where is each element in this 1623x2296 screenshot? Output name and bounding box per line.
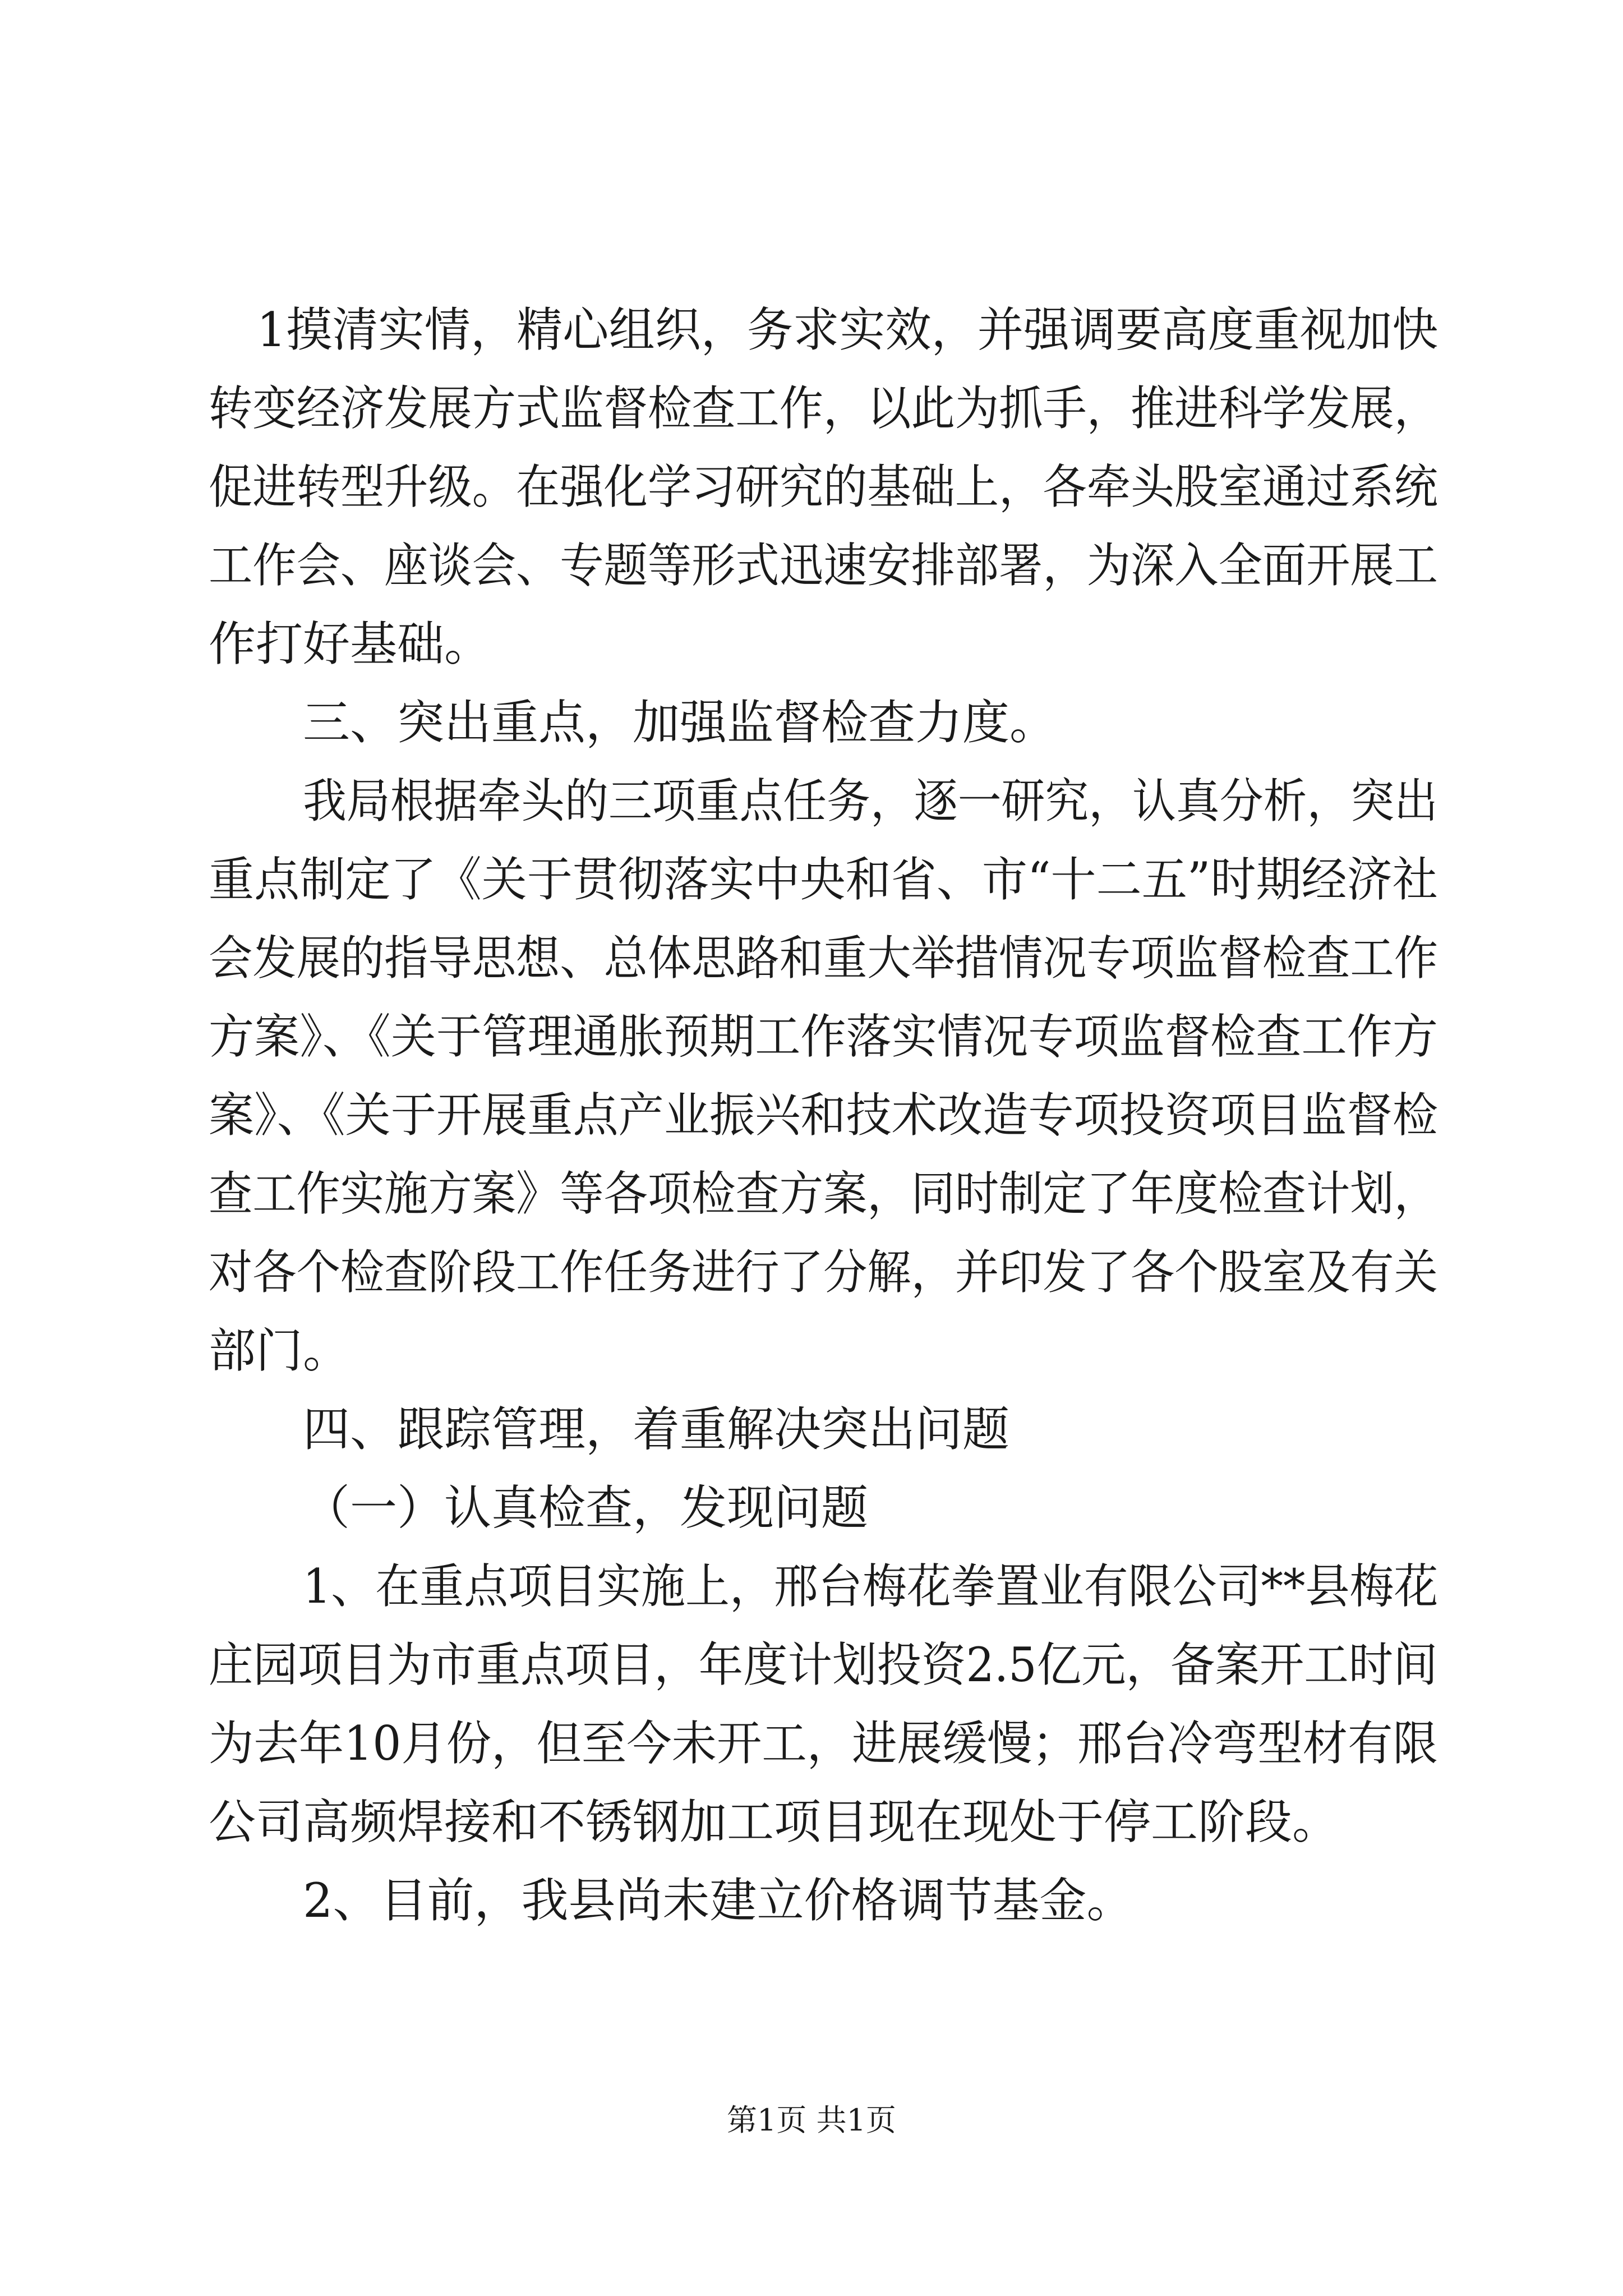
paragraph-line: 方案》、《关于管理通胀预期工作落实情况专项监督检查工作方	[209, 1009, 1438, 1064]
paragraph-line: 对各个检查阶段工作任务进行了分解，并印发了各个股室及有关	[209, 1245, 1438, 1300]
paragraph-line: 工作会、座谈会、专题等形式迅速安排部署，为深入全面开展工	[209, 538, 1438, 593]
section-heading: 四、跟踪管理，着重解决突出问题	[303, 1402, 1010, 1457]
paragraph-line: 1、在重点项目实施上，邢台梅花拳置业有限公司**县梅花	[303, 1559, 1438, 1614]
paragraph-line: 会发展的指导思想、总体思路和重大举措情况专项监督检查工作	[209, 931, 1438, 986]
paragraph-line: 部门。	[209, 1323, 351, 1378]
page-footer: 第1页 共1页	[727, 2102, 896, 2138]
paragraph-line: 查工作实施方案》等各项检查方案，同时制定了年度检查计划，	[209, 1166, 1438, 1221]
section-heading: 三、突出重点，加强监督检查力度。	[303, 695, 1057, 750]
paragraph-line: 重点制定了《关于贯彻落实中央和省、市“十二五”时期经济社	[209, 852, 1438, 907]
paragraph-line: 促进转型升级。在强化学习研究的基础上，各牵头股室通过系统	[209, 459, 1438, 514]
paragraph-line: 案》、《关于开展重点产业振兴和技术改造专项投资项目监督检	[209, 1088, 1438, 1143]
paragraph-line: 转变经济发展方式监督检查工作，以此为抓手，推进科学发展，	[209, 381, 1438, 436]
paragraph-line: 公司高频焊接和不锈钢加工项目现在现处于停工阶段。	[209, 1795, 1340, 1849]
paragraph-line: 为去年10月份，但至今未开工，进展缓慢；邢台冷弯型材有限	[209, 1716, 1438, 1771]
paragraph-line: 作打好基础。	[209, 616, 492, 671]
paragraph-line: 1摸清实情，精心组织，务求实效，并强调要高度重视加快	[257, 302, 1438, 357]
paragraph-line: 我局根据牵头的三项重点任务，逐一研究，认真分析，突出	[303, 774, 1438, 829]
subsection-heading: （一）认真检查，发现问题	[303, 1480, 869, 1535]
paragraph-line: 庄园项目为市重点项目，年度计划投资2.5亿元，备案开工时间	[209, 1637, 1438, 1692]
paragraph-line: 2、目前，我县尚未建立价格调节基金。	[303, 1873, 1134, 1928]
